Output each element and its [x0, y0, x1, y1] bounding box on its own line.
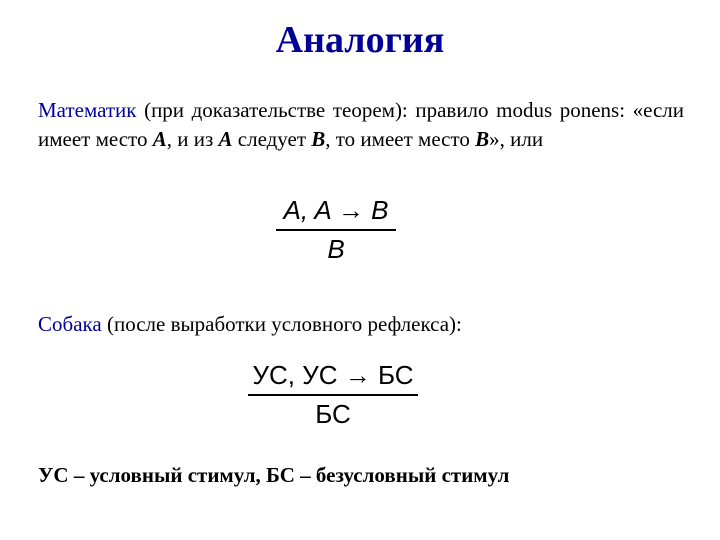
modus-ponens-formula — [276, 193, 396, 266]
paragraph-text: следует — [232, 127, 312, 151]
paragraph-text: (при доказательстве теорем): правило modus ponens: «если имеет место — [38, 98, 684, 151]
stimulus-legend: УС – условный стимул, БС – безусловный стимул — [38, 463, 510, 487]
mathematician-paragraph — [38, 96, 684, 154]
reflex-formula — [248, 358, 418, 431]
paragraph-text: , то имеет место — [325, 127, 476, 151]
variable-a: A — [152, 127, 167, 151]
paragraph-text: , и из — [166, 127, 219, 151]
fraction-bar — [276, 229, 396, 231]
variable-b: B — [311, 127, 326, 151]
paragraph-text: (после выработки условного рефлекса): — [101, 312, 462, 336]
dog-paragraph — [38, 310, 462, 339]
formula-denominator: B — [327, 233, 345, 264]
formula-numerator: УС, УС → БС — [252, 360, 414, 390]
mathematician-label: Математик — [38, 98, 137, 122]
formula-denominator: БС — [315, 398, 351, 429]
variable-b: B — [475, 127, 490, 151]
page-title: Аналогия — [275, 19, 445, 61]
variable-a: A — [218, 127, 233, 151]
dog-label: Собака — [38, 312, 102, 336]
paragraph-text: », или — [489, 127, 544, 151]
formula-numerator: A, A → B — [283, 195, 389, 225]
fraction-bar — [248, 394, 418, 396]
